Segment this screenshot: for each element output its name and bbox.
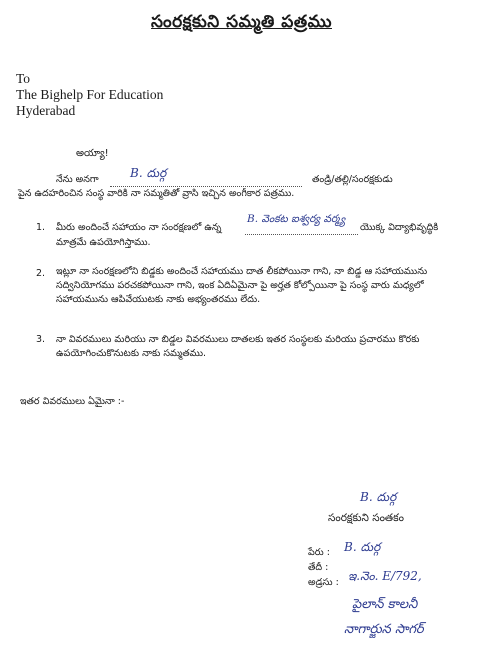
item-2-line1: ఇట్లూ నా సంరక్షణలోని బిడ్డకు అందించే సహాయము దాత లీకపోయినా గాని, నా బిడ్డ ఆ సహాయమును xyxy=(56,266,428,277)
footer-address-label: అడ్రసు : xyxy=(308,577,339,588)
item-1-line1-b: యొక్క విద్యాభివృద్ధికి xyxy=(360,222,439,233)
intro-name-handwritten: B. దుర్గ xyxy=(130,166,167,180)
footer-address-handwritten-1: ఇ.నెం. E/792, xyxy=(348,569,422,583)
signature-handwritten: B. దుర్గ xyxy=(360,490,397,504)
item-2-line3: సహాయమును ఆపివేయుటకు నాకు అభ్యంతరము లేదు. xyxy=(56,294,261,305)
intro-line2: పైన ఉదహరించిన సంస్థ వారికి నా సమ్మతితో వ్రాసి ఇచ్చిన అంగీకార పత్రము. xyxy=(18,188,295,199)
item-3-number: 3. xyxy=(36,334,46,345)
name-fill-line xyxy=(110,186,302,187)
page-title: సంరక్షకుని సమ్మతి పత్రము xyxy=(151,12,332,32)
footer-address-handwritten-3: నాగార్జున సాగర్ xyxy=(344,622,424,637)
intro-prefix: నేను అనగా xyxy=(56,174,99,185)
item-1-ward-name-handwritten: B. వెంకట ఐశ్వర్య వర్మ్య xyxy=(247,213,346,225)
item-1-number: 1. xyxy=(36,222,46,233)
address-to: To xyxy=(16,71,31,86)
item-2-line2: సద్వినియోగము పరచకపోయినా గాని, ఇంక ఏదిఏమైనా పై అర్హత కోల్పోయినా పై సంస్థ వారు మధ్యలో xyxy=(56,280,424,291)
signature-label: సంరక్షకుని సంతకం xyxy=(328,512,404,524)
other-details-label: ఇతర వివరములు ఏమైనా :- xyxy=(20,396,125,407)
address-city: Hyderabad xyxy=(16,103,76,118)
address-org: The Bighelp For Education xyxy=(16,87,164,102)
footer-date-label: తేదీ : xyxy=(308,562,329,573)
intro-suffix: తండ్రి/తల్లి/సంరక్షకుడు xyxy=(312,174,393,185)
footer-name-handwritten: B. దుర్గ xyxy=(344,540,381,554)
item-1-line2: మాత్రమే ఉపయోగిస్తాము. xyxy=(56,237,151,248)
footer-address-handwritten-2: పైలాన్ కాలనీ xyxy=(352,597,418,612)
ward-name-fill-line xyxy=(245,234,358,235)
footer-name-label: పేరు : xyxy=(308,547,330,558)
item-2-number: 2. xyxy=(36,268,46,279)
item-3-line2: ఉపయోగించుకొనుటకు నాకు సమ్మతము. xyxy=(56,348,207,359)
item-1-line1-a: మీరు అందించే సహాయం నా సంరక్షణలో ఉన్న xyxy=(56,222,222,233)
salutation: అయ్యా! xyxy=(76,148,109,159)
item-3-line1: నా వివరములు మరియు నా బిడ్డల వివరములు దాతలకు ఇతర సంస్థలకు మరియు ప్రచారము కొరకు xyxy=(56,334,420,345)
